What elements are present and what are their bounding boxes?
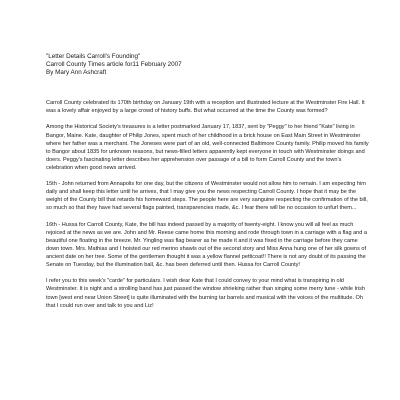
article-body xyxy=(46,99,370,310)
paragraph-letter-16th: 16th - Hussa for Carroll County, Kate, the bill has indeed passed by a majority of twenty-eight. I know you will all feel as much rejoiced at the news as we are. John and Mr. Reese came home this morning and rode through town in a carriage with a flag and a beautiful one floating in the breeze. Mr. Yingling was flag bearer as he made it and it was fixed in the carriage before they came down town. Mrs. Mathias and I hoisted our red merino shawls out of the second story and Miss Anna hung one of her silk gowns of ancient date on her tree. Some of the gentlemen thought it was a yellow flannel petticoat!! There is not any doubt of its passing the Senate on Tuesday, but the illumination ball, &c. has been deferred until then. Hussa for Carroll County! xyxy=(46,221,367,268)
paragraph-intro: Carroll County celebrated its 170th birthday on January 19th with a reception and illustrated lecture at the Westminster Fire Hall. It was a lovely affair enjoyed by a large crowd of history buffs. But what occurred at the time the County was formed? xyxy=(46,100,365,115)
paragraph-letter-closing: I refer you to this week's "carde" for particulars. I wish dear Kate that I could convey to your mind what is transpiring in old Westminster. It is night and a strolling band has just passed the window shrieking rather than singing some merry tune - while Irish town [west end near Union Street] is quite illuminated with the burning tar barrels and musical with the voices of the multitude. Oh that I could run over and talk to you and Liz! xyxy=(46,278,366,309)
article-author: By Mary Ann Ashcraft xyxy=(46,69,107,76)
article-source: Carroll County Times article for11 February 2007 xyxy=(46,61,182,68)
article-title: "Letter Details Carroll's Founding" xyxy=(46,53,141,60)
paragraph-letter-context: Among the Historical Society's treasures is a letter postmarked January 17, 1837, sent by "Peggy" to her friend "Kate" living in Bangor, Maine. Kate, daughter of Philip Jones, spent much of her childhood in a brick house on East Main Street in Westminster where her father was a merchant. The Joneses were part of an old, well-connected Baltimore County family. Philip moved his family to Bangor about 1835 for unknown reasons, but news-filled letters apparently kept everyone in touch with Westminster doings and doers. Peggy's fascinating letter describes her apprehension over passage of a bill to form Carroll County and the town's celebration when good news arrived. xyxy=(46,124,369,171)
paragraph-letter-15th: 15th - John returned from Annapolis for one day, but the citizens of Westminster would not allow him to remain. I am expecting him daily and shall keep this letter until he arrives, that I may give you the news respecting Carroll County. I hope that it may be the weight of the County bill that retards his homeward steps. The people here are very sanguine respecting the confirmation of the bill, so much so that they have had several flags painted, transparencies made, &c. I fear there will be no occasion to unfurl them... xyxy=(46,181,368,212)
article-header xyxy=(46,53,366,77)
